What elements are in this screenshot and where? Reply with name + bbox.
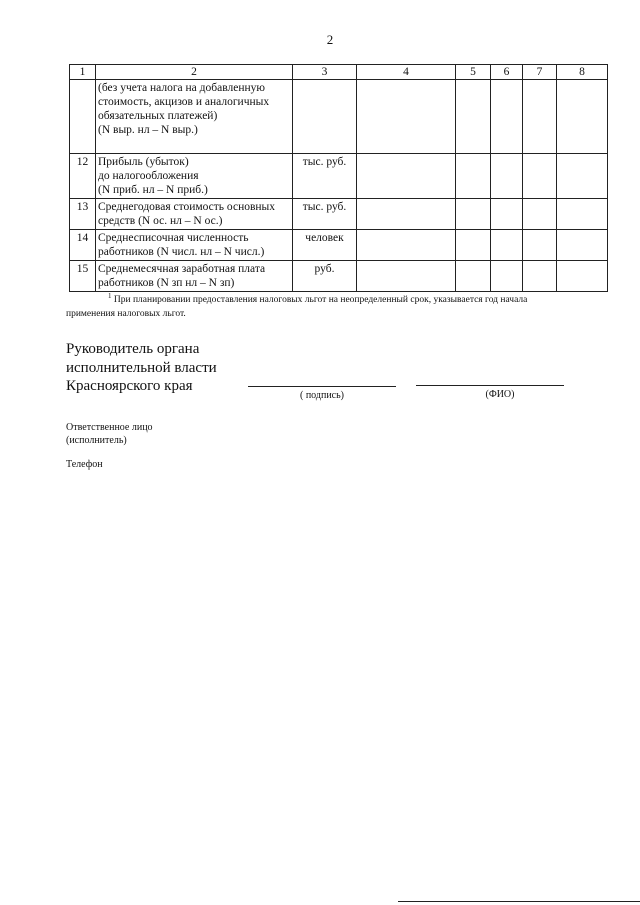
row-number: 12 xyxy=(70,154,96,199)
empty-cell xyxy=(523,230,557,261)
indicators-table xyxy=(69,64,608,292)
table-row xyxy=(70,154,608,199)
indicator-line: работников (N числ. нл – N числ.) xyxy=(98,246,265,258)
indicator-line: (без учета налога на добавленную xyxy=(98,82,265,94)
row-number: 14 xyxy=(70,230,96,261)
signatory-title xyxy=(66,340,217,396)
indicator-line: до налогообложения xyxy=(98,170,199,182)
empty-cell xyxy=(557,154,608,199)
name-caption: (ФИО) xyxy=(485,389,515,400)
empty-cell xyxy=(357,199,456,230)
empty-cell xyxy=(357,154,456,199)
row-indicator xyxy=(96,230,293,261)
empty-cell xyxy=(523,80,557,154)
header-cell-3: 3 xyxy=(293,65,357,80)
empty-cell xyxy=(523,261,557,292)
signatory-line-3: Красноярского края xyxy=(66,378,193,394)
header-cell-2: 2 xyxy=(96,65,293,80)
responsible-person xyxy=(66,421,153,447)
row-unit: руб. xyxy=(293,261,357,292)
signature-line xyxy=(248,386,396,387)
empty-cell xyxy=(557,80,608,154)
empty-cell xyxy=(491,199,523,230)
responsible-line-2: (исполнитель) xyxy=(66,435,127,446)
indicator-line: Среднемесячная заработная плата xyxy=(98,263,266,275)
header-cell-5: 5 xyxy=(456,65,491,80)
header-cell-1: 1 xyxy=(70,65,96,80)
row-unit xyxy=(293,80,357,154)
empty-cell xyxy=(491,261,523,292)
empty-cell xyxy=(456,230,491,261)
empty-cell xyxy=(491,154,523,199)
empty-cell xyxy=(456,154,491,199)
footnote-text-1: При планировании предоставления налоговых льгот на неопределенный срок, указывается год начала xyxy=(113,295,528,306)
empty-cell xyxy=(456,80,491,154)
table-row xyxy=(70,199,608,230)
empty-cell xyxy=(523,199,557,230)
row-number xyxy=(70,80,96,154)
phone-label: Телефон xyxy=(66,459,103,470)
footnote-marker: 1 xyxy=(108,292,112,300)
empty-cell xyxy=(557,261,608,292)
empty-cell xyxy=(491,230,523,261)
header-cell-8: 8 xyxy=(557,65,608,80)
row-unit: человек xyxy=(293,230,357,261)
empty-cell xyxy=(357,80,456,154)
signatory-line-1: Руководитель органа xyxy=(66,341,200,357)
row-indicator xyxy=(96,199,293,230)
empty-cell xyxy=(557,199,608,230)
signatory-line-2: исполнительной власти xyxy=(66,359,217,376)
page-number: 2 xyxy=(326,32,334,47)
responsible-line-1: Ответственное лицо xyxy=(66,422,153,433)
row-number: 13 xyxy=(70,199,96,230)
indicator-line: обязательных платежей) xyxy=(98,110,218,122)
table-header-row xyxy=(70,65,608,80)
indicator-line: Среднесписочная численность xyxy=(98,232,249,244)
row-indicator xyxy=(96,154,293,199)
row-unit: тыс. руб. xyxy=(293,154,357,199)
indicator-line: Среднегодовая стоимость основных xyxy=(98,201,276,213)
empty-cell xyxy=(557,230,608,261)
name-line xyxy=(416,385,564,386)
row-number: 15 xyxy=(70,261,96,292)
footnote-line-1 xyxy=(66,289,586,307)
empty-cell xyxy=(523,154,557,199)
table-row xyxy=(70,80,608,154)
bottom-rule xyxy=(398,901,640,902)
signature-caption: ( подпись) xyxy=(299,390,344,401)
empty-cell xyxy=(357,230,456,261)
empty-cell xyxy=(491,80,523,154)
empty-cell xyxy=(456,199,491,230)
table-row xyxy=(70,261,608,292)
indicator-line: работников (N зп нл – N зп) xyxy=(98,277,235,289)
empty-cell xyxy=(357,261,456,292)
indicator-line: (N приб. нл – N приб.) xyxy=(98,184,208,196)
indicator-line: средств (N ос. нл – N ос.) xyxy=(98,215,223,227)
indicator-line: (N выр. нл – N выр.) xyxy=(98,124,198,136)
footnote-line-2: применения налоговых льгот. xyxy=(66,309,186,320)
row-indicator xyxy=(96,80,293,154)
table-row xyxy=(70,230,608,261)
header-cell-7: 7 xyxy=(523,65,557,80)
header-cell-6: 6 xyxy=(491,65,523,80)
header-cell-4: 4 xyxy=(357,65,456,80)
row-indicator xyxy=(96,261,293,292)
row-unit: тыс. руб. xyxy=(293,199,357,230)
indicator-line: стоимость, акцизов и аналогичных xyxy=(98,96,270,108)
indicator-line: Прибыль (убыток) xyxy=(98,156,189,168)
footnote xyxy=(66,289,586,321)
empty-cell xyxy=(456,261,491,292)
